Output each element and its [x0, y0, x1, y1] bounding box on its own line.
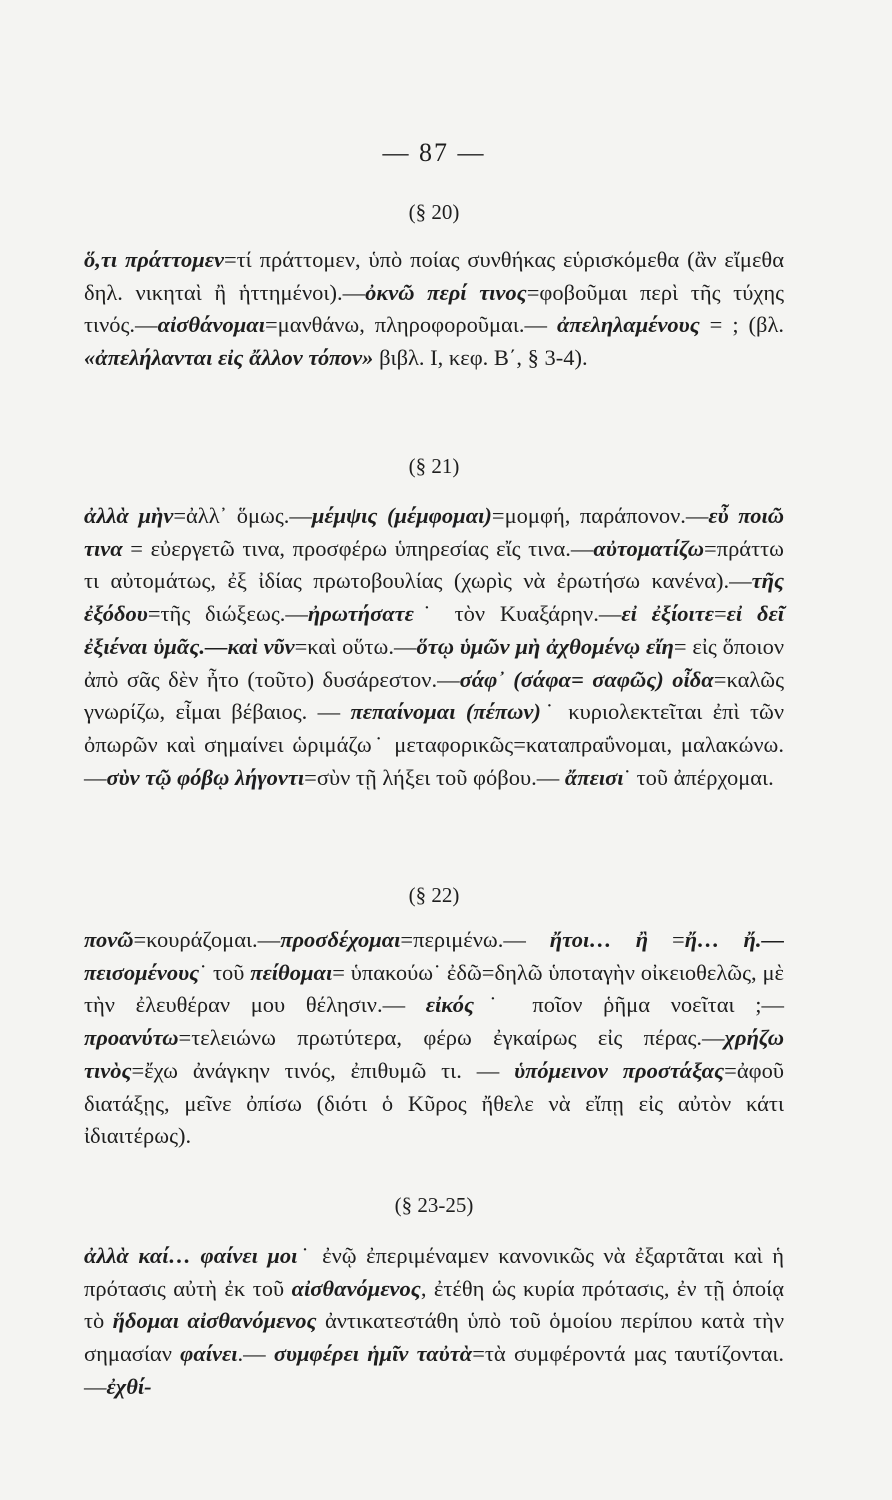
- section-heading-21: (§ 21): [408, 454, 460, 478]
- gloss: ˙ τὸν Κυαξάρην.—: [413, 601, 622, 627]
- lemma: ἐχθί-: [106, 1373, 152, 1399]
- gloss: ˙ κυριολεκτεῖται ἐπὶ τῶν ὀπωρῶν καὶ σημαίνει ὡριμάζω˙ μεταφορικῶς=καταπραΰνομαι, μαλακώνω.—: [84, 699, 784, 790]
- gloss: =: [648, 927, 685, 952]
- gloss: ˙ ποῖον ῥῆμα νοεῖται ;—: [474, 992, 784, 1018]
- paragraph-22: [84, 924, 784, 1164]
- lemma: εἰ δεῖ ἐξιέναι ὑμᾶς.—καὶ νῦν: [84, 601, 784, 659]
- lemma: ἀλλὰ καί… φαίνει μοι: [84, 1243, 298, 1268]
- gloss: =τελειώνω πρωτύτερα, φέρω ἐγκαίρως εἰς πέρας.—: [178, 1025, 725, 1051]
- gloss: =ἀφοῦ διατάξῃς, μεῖνε ὀπίσω (διότι ὁ Κῦρος ἤθελε νὰ εἴπῃ εἰς αὐτὸν κάτι ἰδιαιτέρως).: [84, 1057, 784, 1149]
- gloss: =: [713, 601, 727, 627]
- gloss: =καλῶς γνωρίζω, εἶμαι βέβαιος. —: [84, 666, 784, 725]
- lemma: ὅ,τι πράττομεν: [84, 247, 224, 272]
- page-number: — 87 —: [382, 138, 486, 167]
- section-heading-23-25: (§ 23-25): [394, 1193, 474, 1217]
- lemma: ἤ… ἤ.—πεισομένους: [84, 927, 784, 985]
- paragraph-20: [84, 244, 784, 412]
- gloss: ˙ τοῦ ἀπέρχομαι.: [623, 764, 774, 790]
- lemma: ἠρωτήσατε: [307, 601, 414, 627]
- lemma: ἥδομαι αἰσθανόμενος: [112, 1308, 317, 1334]
- gloss: = εἰς ὅποιον ἀπὸ σᾶς δὲν ἦτο (τοῦτο) δυσάρεστον.—: [84, 633, 785, 692]
- book-page: [84, 0, 784, 1500]
- section-heading-20: (§ 20): [408, 200, 460, 224]
- lemma: προανύτω: [84, 1025, 179, 1051]
- lemma: ὅτῳ ὑμῶν μὴ ἀχθομένῳ εἴη: [416, 633, 674, 659]
- gloss: =μομφή, παράπονον.—: [491, 503, 709, 528]
- gloss: =ἔχω ἀνάγκην τινός, ἐπιθυμῶ τι. —: [131, 1057, 515, 1083]
- gloss: = ὑπακούω˙ ἐδῶ=δηλῶ ὑποταγὴν οἰκειοθελῶς, μὲ τὴν ἐλευθέραν μου θέλησιν.—: [84, 959, 784, 1018]
- lemma: αὐτοματίζω: [593, 535, 705, 561]
- lemma: ὑπόμεινον προστάξας: [514, 1057, 725, 1083]
- gloss: = ; (βλ.: [699, 312, 784, 338]
- lemma: ἀπεληλαμένους: [556, 312, 700, 338]
- gloss: =τῆς διώξεως.—: [147, 601, 308, 627]
- gloss: =καὶ οὕτω.—: [294, 633, 417, 659]
- gloss: ˙ τοῦ: [199, 959, 251, 985]
- lemma: προσδέχομαι: [280, 927, 401, 952]
- lemma: σὺν τῷ φόβῳ λήγοντι: [106, 764, 305, 790]
- paragraph-23-25: [84, 1240, 784, 1410]
- lemma: πείθομαι: [250, 959, 333, 985]
- lemma: εἰ ἐξίοιτε: [621, 601, 714, 627]
- section-heading-22: (§ 22): [408, 883, 460, 907]
- lemma: φαίνει: [180, 1341, 238, 1367]
- gloss: , ἐτέθη ὡς κυρία πρότασις, ἐν τῇ ὁποίᾳ τὸ: [84, 1275, 784, 1334]
- gloss: ˙ ἐνῷ ἐπεριμέναμεν κανονικῶς νὰ ἐξαρτᾶται καὶ ἡ πρότασις αὐτὴ ἐκ τοῦ: [84, 1243, 784, 1301]
- gloss: βιβλ. Ι, κεφ. Β΄, § 3-4).: [373, 345, 588, 371]
- gloss: =κουράζομαι.—: [133, 927, 281, 952]
- lemma: τῆς ἐξόδου: [84, 568, 784, 627]
- lemma: συμφέρει ἡμῖν ταὐτὰ: [273, 1341, 473, 1367]
- lemma: «ἀπελήλανται εἰς ἄλλον τόπον»: [84, 345, 374, 371]
- gloss: = εὐεργετῶ τινα, προσφέρω ὑπηρεσίας εἴς τινα.—: [122, 535, 594, 561]
- lemma: αἰσθανόμενος: [291, 1275, 421, 1301]
- lemma: πεπαίνομαι (πέπων): [350, 699, 541, 725]
- gloss: =τὰ συμφέροντά μας ταυτίζονται.—: [84, 1341, 785, 1399]
- gloss: =μανθάνω, πληροφοροῦμαι.—: [264, 312, 557, 338]
- lemma: ἀλλὰ μὴν: [84, 503, 174, 528]
- lemma: εὖ ποιῶ τινα: [84, 503, 784, 561]
- lemma: αἰσθάνομαι: [157, 312, 265, 338]
- gloss: =σὺν τῇ λήξει τοῦ φόβου.—: [304, 764, 565, 790]
- gloss: =ἀλλ᾽ ὅμως.—: [173, 503, 312, 528]
- lemma: ὀκνῶ περί τινος: [365, 279, 527, 305]
- gloss: ἀντικατεστάθη ὑπὸ τοῦ ὁμοίου περίπου κατὰ τὴν σημασίαν: [84, 1308, 784, 1367]
- gloss: =πράττω τι αὐτομάτως, ἐξ ἰδίας πρωτοβουλίας (χωρὶς νὰ ἐρωτήσω κανένα).—: [84, 535, 784, 594]
- gloss: =φοβοῦμαι περὶ τῆς τύχης τινός.—: [84, 279, 784, 338]
- lemma: μέμψις (μέμφομαι): [311, 503, 492, 528]
- gloss: =περιμένω.—: [400, 927, 550, 952]
- gloss: =τί πράττομεν, ὑπὸ ποίας συνθήκας εὑρισκόμεθα (ἂν εἴμεθα δηλ. νικηταὶ ἢ ἡττημένοι).—: [84, 247, 784, 305]
- lemma: ἤτοι… ἢ: [549, 927, 649, 952]
- lemma: εἰκός: [425, 992, 475, 1018]
- lemma: πονῶ: [84, 927, 134, 952]
- lemma: ἄπεισι: [564, 764, 624, 790]
- gloss: .—: [237, 1341, 274, 1367]
- paragraph-21: [84, 500, 784, 880]
- lemma: σάφ᾽ (σάφα= σαφῶς) οἶδα: [459, 666, 714, 692]
- lemma: χρήζω τινὸς: [84, 1025, 784, 1083]
